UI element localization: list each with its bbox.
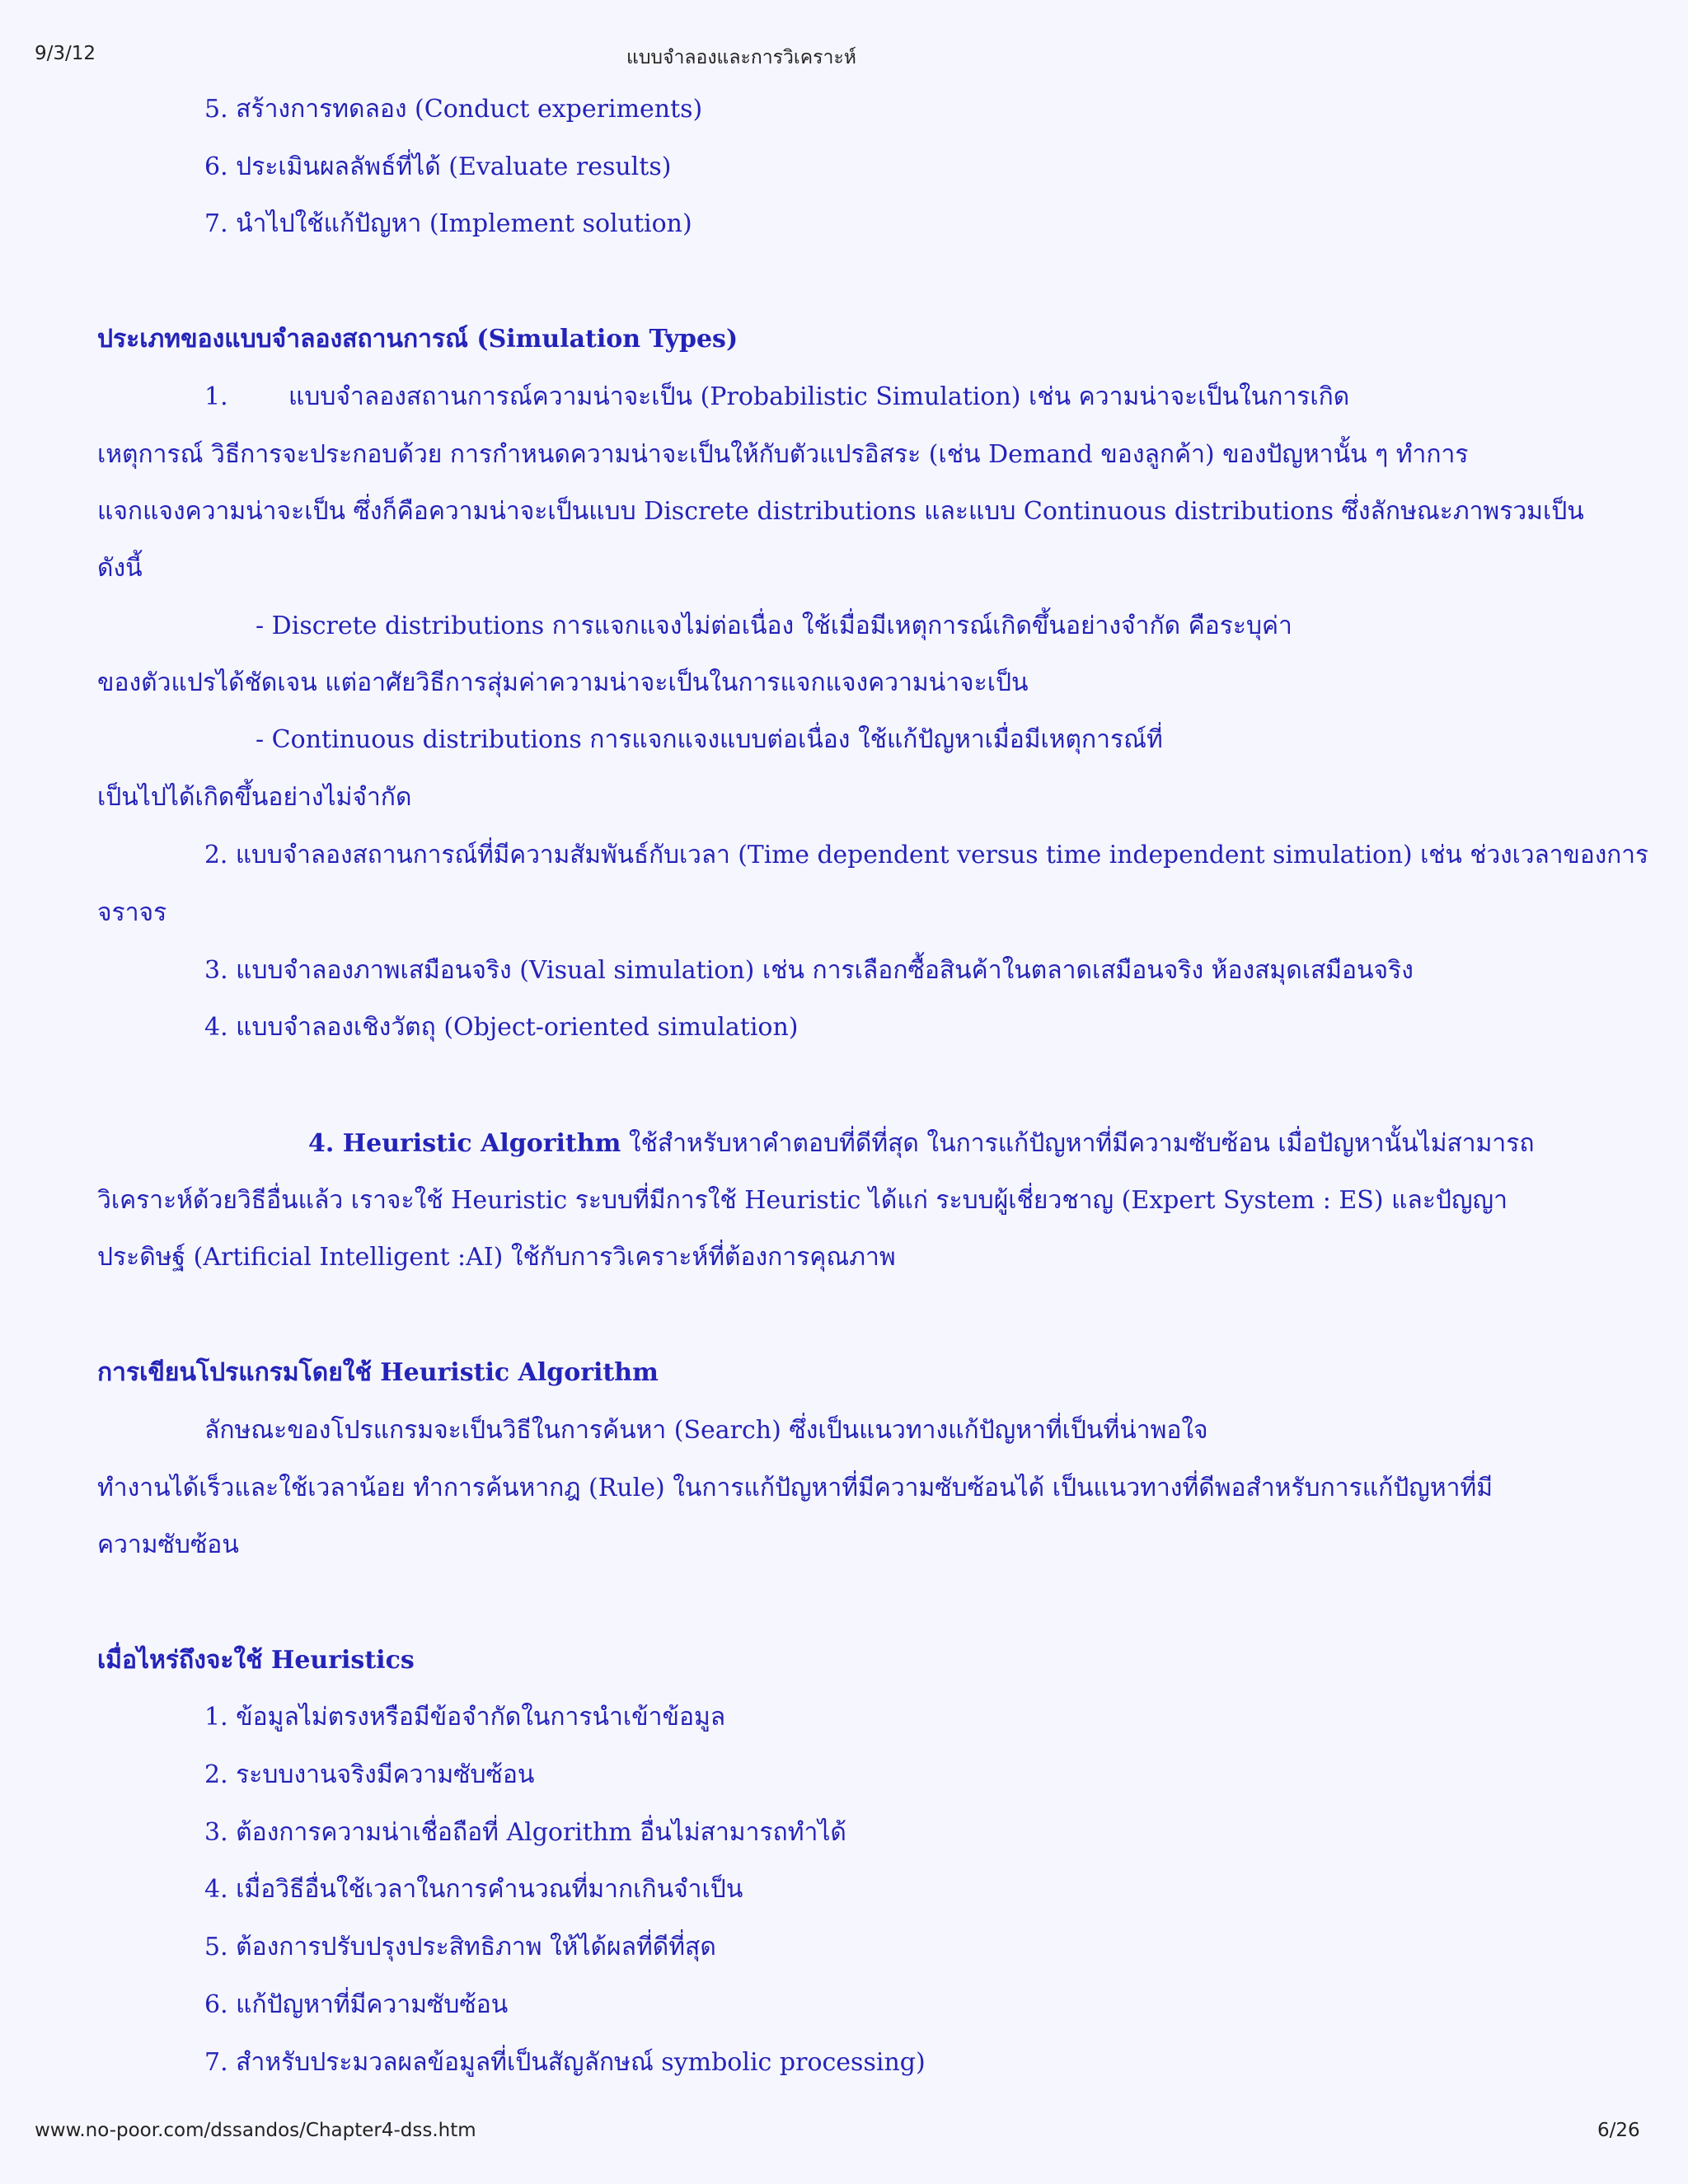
list-item: 6. แก้ปัญหาที่มีความซับซ้อน (204, 1990, 509, 2019)
type1-line: ดังนี้ (97, 554, 143, 583)
type1-line: แบบจำลองสถานการณ์ความน่าจะเป็น (Probabilistic Simulation) เช่น ความน่าจะเป็นในการเกิด (288, 382, 1350, 411)
list-item: 1. ข้อมูลไม่ตรงหรือมีข้อจำกัดในการนำเข้าข้อมูล (204, 1703, 726, 1732)
heuristic-bold-title: 4. Heuristic Algorithm (308, 1129, 621, 1158)
discrete-line: - Discrete distributions การแจกแจงไม่ต่อเนื่อง ใช้เมื่อมีเหตุการณ์เกิดขึ้นอย่างจำกัด คือระบุค่า (256, 612, 1292, 640)
continuous-line: เป็นไปได้เกิดขึ้นอย่างไม่จำกัด (97, 783, 412, 812)
type4-line: 4. แบบจำลองเชิงวัตถุ (Object-oriented simulation) (204, 1013, 799, 1042)
heuristic-intro (308, 1127, 1535, 1160)
heuristic-line: วิเคราะห์ด้วยวิธีอื่นแล้ว เราจะใช้ Heuristic ระบบที่มีการใช้ Heuristic ได้แก่ ระบบผู้เชี่ยวชาญ (Expert System : ES) และปัญญา (97, 1186, 1507, 1215)
type2-line: 2. แบบจำลองสถานการณ์ที่มีความสัมพันธ์กับเวลา (Time dependent versus time independent simulation) เช่น ช่วงเวลาของการ (204, 841, 1648, 869)
section-heading-when: เมื่อไหร่ถึงจะใช้ Heuristics (97, 1646, 415, 1675)
print-date: 9/3/12 (35, 43, 96, 64)
type1-line: แจกแจงความน่าจะเป็น ซึ่งก็คือความน่าจะเป็นแบบ Discrete distributions และแบบ Continuous distributions ซึ่งลักษณะภาพรวมเป็น (97, 497, 1584, 526)
section-heading-simulation-types: ประเภทของแบบจำลองสถานการณ์ (Simulation Types) (97, 325, 738, 354)
step-item: 7. นำไปใช้แก้ปัญหา (Implement solution) (204, 209, 692, 238)
section-heading-programming: การเขียนโปรแกรมโดยใช้ Heuristic Algorithm (97, 1358, 659, 1387)
footer-page-number: 6/26 (1597, 2120, 1640, 2141)
programming-line: ลักษณะของโปรแกรมจะเป็นวิธีในการค้นหา (Search) ซึ่งเป็นแนวทางแก้ปัญหาที่เป็นที่น่าพอใจ (204, 1416, 1208, 1445)
footer-url: www.no-poor.com/dssandos/Chapter4-dss.htm (35, 2120, 476, 2141)
programming-line: ความซับซ้อน (97, 1530, 239, 1559)
list-item: 5. ต้องการปรับปรุงประสิทธิภาพ ให้ได้ผลที่ดีที่สุด (204, 1933, 716, 1961)
list-item: 7. สำหรับประมวลผลข้อมูลที่เป็นสัญลักษณ์ symbolic processing) (204, 2048, 926, 2077)
programming-line: ทำงานได้เร็วและใช้เวลาน้อย ทำการค้นหากฎ (Rule) ในการแก้ปัญหาที่มีความซับซ้อนได้ เป็นแนวทางที่ดีพอสำหรับการแก้ปัญหาที่มี (97, 1474, 1493, 1502)
type1-number: 1. (204, 382, 228, 411)
continuous-line: - Continuous distributions การแจกแจงแบบต่อเนื่อง ใช้แก้ปัญหาเมื่อมีเหตุการณ์ที่ (256, 725, 1163, 754)
type2-line: จราจร (97, 898, 167, 927)
list-item: 3. ต้องการความน่าเชื่อถือที่ Algorithm อื่นไม่สามารถทำได้ (204, 1818, 846, 1847)
heuristic-line: ใช้สำหรับหาคำตอบที่ดีที่สุด ในการแก้ปัญหาที่มีความซับซ้อน เมื่อปัญหานั้นไม่สามารถ (621, 1129, 1535, 1158)
type1-line: เหตุการณ์ วิธีการจะประกอบด้วย การกำหนดความน่าจะเป็นให้กับตัวแปรอิสระ (เช่น Demand ของลูกค้า) ของปัญหานั้น ๆ ทำการ (97, 440, 1469, 469)
heuristic-line: ประดิษฐ์ (Artificial Intelligent :AI) ใช้กับการวิเคราะห์ที่ต้องการคุณภาพ (97, 1243, 896, 1272)
list-item: 4. เมื่อวิธีอื่นใช้เวลาในการคำนวณที่มากเกินจำเป็น (204, 1875, 743, 1904)
step-item: 6. ประเมินผลลัพธ์ที่ได้ (Evaluate results) (204, 152, 672, 181)
type3-line: 3. แบบจำลองภาพเสมือนจริง (Visual simulation) เช่น การเลือกซื้อสินค้าในตลาดเสมือนจริง ห้องสมุดเสมือนจริง (204, 956, 1414, 985)
discrete-line: ของตัวแปรได้ชัดเจน แต่อาศัยวิธีการสุ่มค่าความน่าจะเป็นในการแจกแจงความน่าจะเป็น (97, 668, 1029, 697)
list-item: 2. ระบบงานจริงมีความซับซ้อน (204, 1760, 535, 1789)
step-item: 5. สร้างการทดลอง (Conduct experiments) (204, 95, 703, 124)
print-title: แบบจำลองและการวิเคราะห์ (626, 47, 856, 68)
